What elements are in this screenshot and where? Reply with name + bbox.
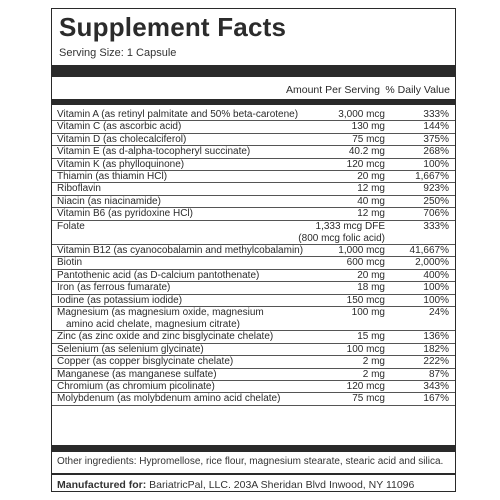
nutrient-amount: 15 mg (357, 331, 385, 343)
nutrient-name: Riboflavin (57, 183, 101, 195)
nutrient-row (52, 159, 455, 171)
nutrient-daily-value: 182% (423, 343, 449, 355)
nutrient-name: Iron (as ferrous fumarate) (57, 282, 171, 294)
nutrient-name: Vitamin C (as ascorbic acid) (57, 121, 182, 133)
nutrient-name: Manganese (as manganese sulfate) (57, 368, 217, 380)
nutrient-amount-note: (800 mcg folic acid) (298, 232, 385, 244)
nutrient-daily-value: 333% (423, 109, 449, 120)
nutrient-daily-value: 400% (423, 269, 449, 281)
nutrient-daily-value: 268% (423, 146, 449, 158)
nutrient-name: Niacin (as niacinamide) (57, 195, 161, 207)
nutrient-name: Molybdenum (as molybdenum amino acid chelate) (57, 393, 281, 405)
nutrient-daily-value: 100% (423, 294, 449, 306)
nutrient-name: Magnesium (as magnesium oxide, magnesium (57, 306, 264, 318)
nutrient-daily-value: 923% (423, 183, 449, 195)
nutrient-name: Zinc (as zinc oxide and zinc bisglycinate chelate) (57, 331, 274, 343)
nutrient-row (52, 270, 455, 282)
nutrient-amount: 130 mg (351, 121, 385, 133)
nutrient-daily-value: 222% (423, 356, 449, 368)
nutrient-amount: 75 mcg (352, 393, 385, 405)
nutrient-row (52, 196, 455, 208)
nutrient-name: Pantothenic acid (as D-calcium pantothenate) (57, 269, 260, 281)
nutrient-daily-value: 375% (423, 133, 449, 145)
nutrient-row (52, 146, 455, 158)
thick-divider-header (52, 99, 455, 105)
nutrient-row (52, 183, 455, 195)
nutrient-row (52, 356, 455, 368)
nutrient-amount: 40.2 mg (348, 146, 385, 158)
nutrient-daily-value: 144% (423, 121, 449, 133)
nutrient-amount: 12 mg (357, 183, 385, 195)
header-amount-per-serving: Amount Per Serving (286, 84, 380, 96)
nutrient-daily-value: 706% (423, 208, 449, 220)
nutrient-name: Iodine (as potassium iodide) (57, 294, 183, 306)
nutrient-daily-value: 250% (423, 195, 449, 207)
nutrient-row (52, 307, 455, 332)
nutrient-name: Copper (as copper bisglycinate chelate) (57, 356, 234, 368)
nutrient-name: Folate (57, 220, 85, 232)
nutrient-name: Selenium (as selenium glycinate) (57, 343, 204, 355)
nutrient-daily-value: 136% (423, 331, 449, 343)
nutrient-amount: 1,000 mcg (338, 245, 385, 257)
nutrient-row (52, 393, 455, 405)
nutrient-daily-value: 343% (423, 381, 449, 393)
nutrient-daily-value: 87% (428, 368, 449, 380)
nutrient-amount: 18 mg (357, 282, 385, 294)
panel-title: Supplement Facts (59, 12, 287, 42)
thick-divider-bottom (52, 445, 455, 452)
nutrient-row (52, 257, 455, 269)
nutrient-name: Vitamin A (as retinyl palmitate and 50% beta-carotene) (57, 109, 299, 120)
nutrient-row (52, 369, 455, 381)
nutrient-row (52, 121, 455, 133)
nutrient-daily-value: 167% (423, 393, 449, 405)
nutrient-daily-value: 100% (423, 282, 449, 294)
nutrient-amount: 100 mg (351, 306, 385, 318)
nutrient-name: Chromium (as chromium picolinate) (57, 381, 215, 393)
nutrient-row (52, 208, 455, 220)
nutrient-amount: 2 mg (362, 356, 385, 368)
nutrient-name: Vitamin B12 (as cyanocobalamin and methylcobalamin) (57, 245, 304, 257)
nutrient-table (52, 109, 455, 406)
nutrient-amount: 12 mg (357, 208, 385, 220)
nutrient-name: Vitamin E (as d-alpha-tocopheryl succinate) (57, 146, 251, 158)
nutrient-name-continued: amino acid chelate, magnesium citrate) (66, 318, 240, 330)
nutrient-amount: 1,333 mcg DFE (315, 220, 385, 232)
nutrient-amount: 2 mg (362, 368, 385, 380)
nutrient-row (52, 295, 455, 307)
supplement-facts-panel (51, 8, 456, 492)
nutrient-name: Biotin (57, 257, 83, 269)
nutrient-row (52, 109, 455, 121)
nutrient-name: Vitamin D (as cholecalciferol) (57, 133, 187, 145)
nutrient-daily-value: 100% (423, 158, 449, 170)
nutrient-amount: 20 mg (357, 269, 385, 281)
nutrient-daily-value: 2,000% (415, 257, 449, 269)
nutrient-row (52, 134, 455, 146)
nutrient-daily-value: 1,667% (415, 170, 449, 182)
nutrient-row (52, 245, 455, 257)
nutrient-amount: 150 mcg (346, 294, 385, 306)
nutrient-row (52, 282, 455, 294)
nutrient-row (52, 331, 455, 343)
nutrient-name: Vitamin K (as phylloquinone) (57, 158, 185, 170)
nutrient-amount: 3,000 mcg (338, 109, 385, 120)
nutrient-row (52, 171, 455, 183)
manufacturer-text: BariatricPal, LLC. 203A Sheridan Blvd Inwood, NY 11096 (149, 479, 415, 491)
nutrient-amount: 120 mcg (346, 381, 385, 393)
thick-divider-top (52, 65, 455, 77)
nutrient-name: Thiamin (as thiamin HCl) (57, 170, 168, 182)
nutrient-daily-value: 24% (428, 306, 449, 318)
header-daily-value: % Daily Value (385, 84, 450, 96)
other-ingredients: Other ingredients: Hypromellose, rice flour, magnesium stearate, stearic acid and silica. (57, 456, 444, 467)
manufacturer-label: Manufactured for: (57, 479, 147, 491)
nutrient-amount: 600 mcg (346, 257, 385, 269)
manufacturer-line (57, 479, 414, 491)
nutrient-amount: 120 mcg (346, 158, 385, 170)
nutrient-row (52, 221, 455, 246)
footer-divider (52, 473, 455, 475)
nutrient-amount: 100 mcg (346, 343, 385, 355)
nutrient-row (52, 381, 455, 393)
nutrient-daily-value: 41,667% (409, 245, 449, 257)
nutrient-amount: 40 mg (357, 195, 385, 207)
serving-size: Serving Size: 1 Capsule (59, 47, 177, 59)
nutrient-amount: 75 mcg (352, 133, 385, 145)
nutrient-amount: 20 mg (357, 170, 385, 182)
nutrient-name: Vitamin B6 (as pyridoxine HCl) (57, 208, 193, 220)
nutrient-row (52, 344, 455, 356)
nutrient-daily-value: 333% (423, 220, 449, 232)
